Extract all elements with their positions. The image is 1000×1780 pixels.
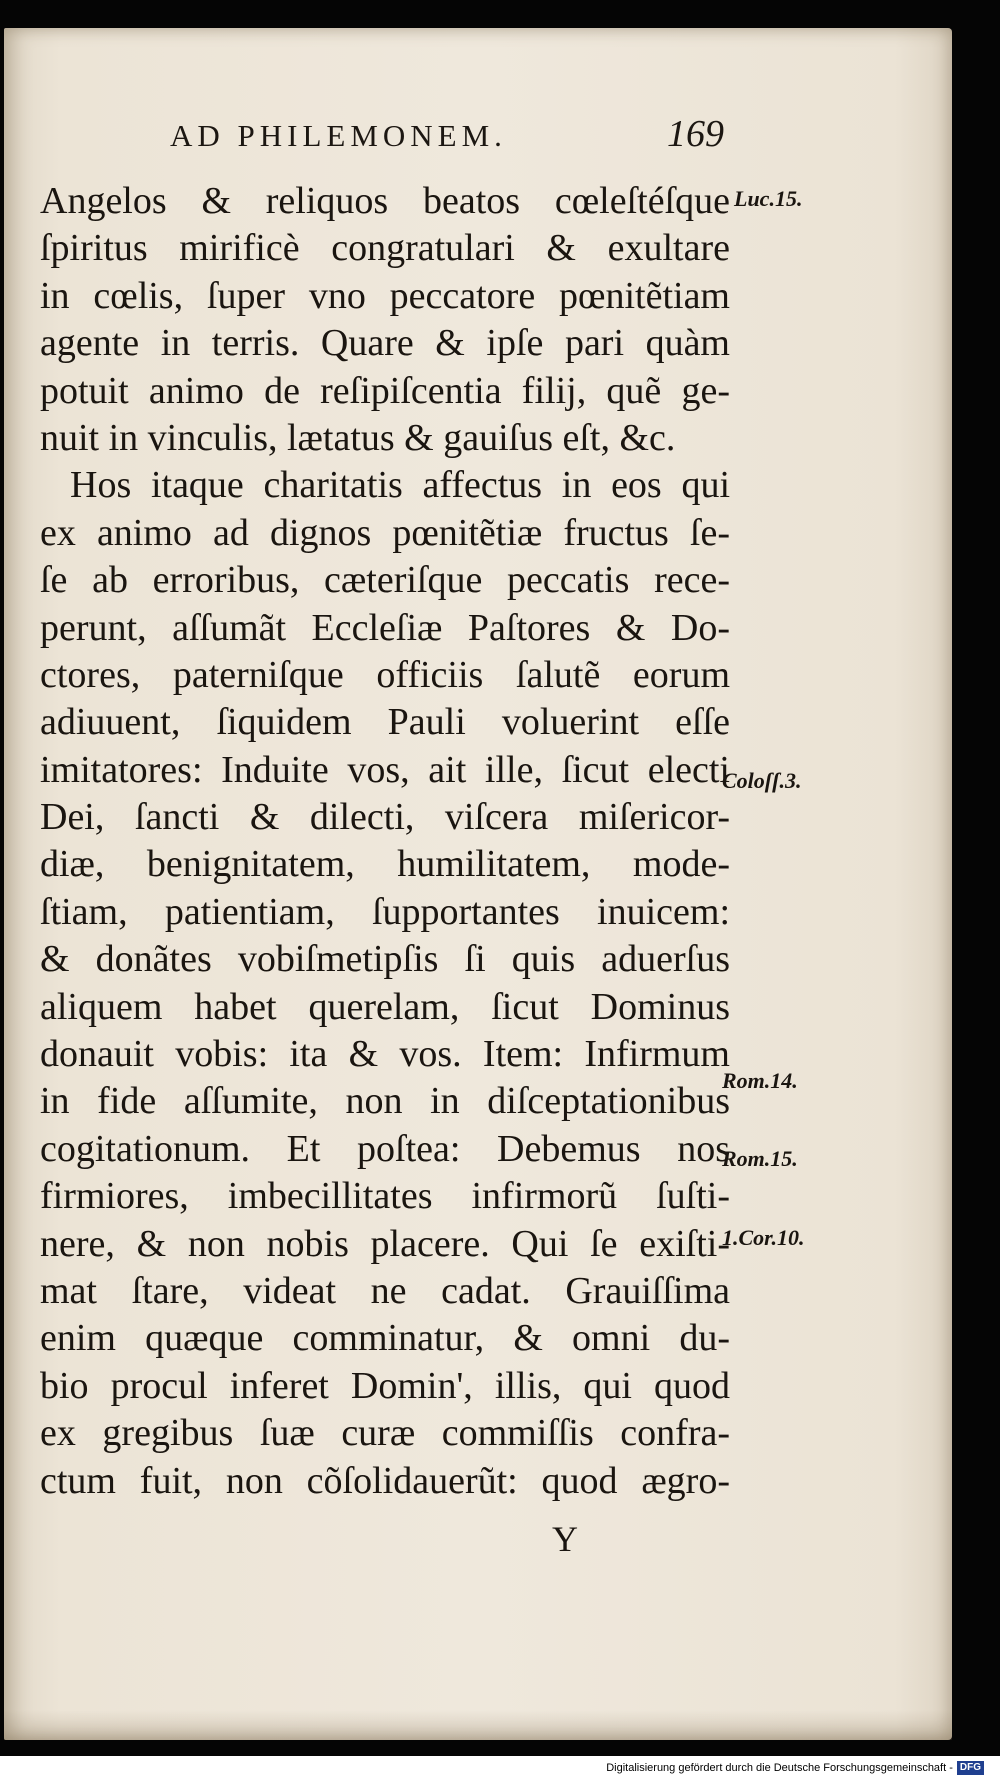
text-line: adiuuent, ſiquidem Pauli voluerint eſſe xyxy=(40,701,730,744)
margin-note-rom14: Rom.14. xyxy=(722,1068,798,1093)
text-line: ſe ab erroribus, cæteriſque peccatis rece- xyxy=(40,559,730,602)
text-line: imitatores: Induite vos, ait ille, ſicut electi xyxy=(40,748,730,791)
footer-text: Digitalisierung gefördert durch die Deutsche Forschungsgemeinschaft - xyxy=(606,1762,953,1774)
text-line: diæ, benignitatem, humilitatem, mode- xyxy=(40,843,730,886)
text-line: in cœlis, ſuper vno peccatore pœnitẽtiam xyxy=(40,274,730,317)
book-page xyxy=(4,28,952,1740)
margin-note-coloss: Coloſſ.3. xyxy=(722,768,802,793)
text-line: Hos itaque charitatis affectus in eos qui xyxy=(70,464,730,507)
text-line: in fide aſſumite, non in diſceptationibus xyxy=(40,1080,730,1123)
catchword: Y xyxy=(552,1519,578,1559)
text-line: potuit animo de reſipiſcentia filij, quẽ ge- xyxy=(40,369,730,412)
text-line: cogitationum. Et poſtea: Debemus nos xyxy=(40,1127,730,1170)
dfg-logo: DFG xyxy=(957,1761,984,1775)
text-line: mat ſtare, videat ne cadat. Grauiſſima xyxy=(40,1269,730,1312)
margin-note-luc: Luc.15. xyxy=(734,186,803,211)
text-line: Angelos & reliquos beatos cœleſtéſque xyxy=(40,180,730,222)
text-line: aliquem habet querelam, ſicut Dominus xyxy=(40,985,730,1028)
text-line: firmiores, imbecillitates infirmorũ ſuſti- xyxy=(40,1175,730,1218)
margin-note-cor: 1.Cor.10. xyxy=(722,1225,805,1250)
text-line: ex animo ad dignos pœnitẽtiæ fructus ſe- xyxy=(40,511,730,554)
page-number: 169 xyxy=(667,113,724,155)
text-line: ctum fuit, non cõſolidauerũt: quod ægro- xyxy=(40,1459,730,1502)
text-line: donauit vobis: ita & vos. Item: Infirmum xyxy=(40,1033,730,1076)
text-line: ctores, paterniſque officiis ſalutẽ eorum xyxy=(40,653,730,696)
margin-note-rom15: Rom.15. xyxy=(722,1146,798,1171)
page-header xyxy=(164,113,724,162)
text-line: perunt, aſſumãt Eccleſiæ Paſtores & Do- xyxy=(40,606,730,649)
text-line: & donãtes vobiſmetipſis ſi quis aduerſus xyxy=(40,938,730,981)
body-text xyxy=(40,178,730,1505)
running-head: AD PHILEMONEM. xyxy=(170,118,507,153)
text-line: nuit in vinculis, lætatus & gauiſus eſt, &c. xyxy=(40,416,676,459)
digitization-footer xyxy=(0,1756,1000,1780)
text-line: nere, & non nobis placere. Qui ſe exiſti- xyxy=(40,1222,730,1265)
text-line: bio procul inferet Domin', illis, qui quod xyxy=(40,1364,730,1407)
text-line: ſtiam, patientiam, ſupportantes inuicem: xyxy=(40,890,730,933)
text-line: ſpiritus mirificè congratulari & exultare xyxy=(40,227,730,270)
text-line: Dei, ſancti & dilecti, viſcera miſericor- xyxy=(40,796,730,839)
text-line: ex gregibus ſuæ curæ commiſſis confra- xyxy=(40,1412,730,1455)
text-line: enim quæque comminatur, & omni du- xyxy=(40,1317,730,1360)
text-line: agente in terris. Quare & ipſe pari quàm xyxy=(40,322,730,365)
